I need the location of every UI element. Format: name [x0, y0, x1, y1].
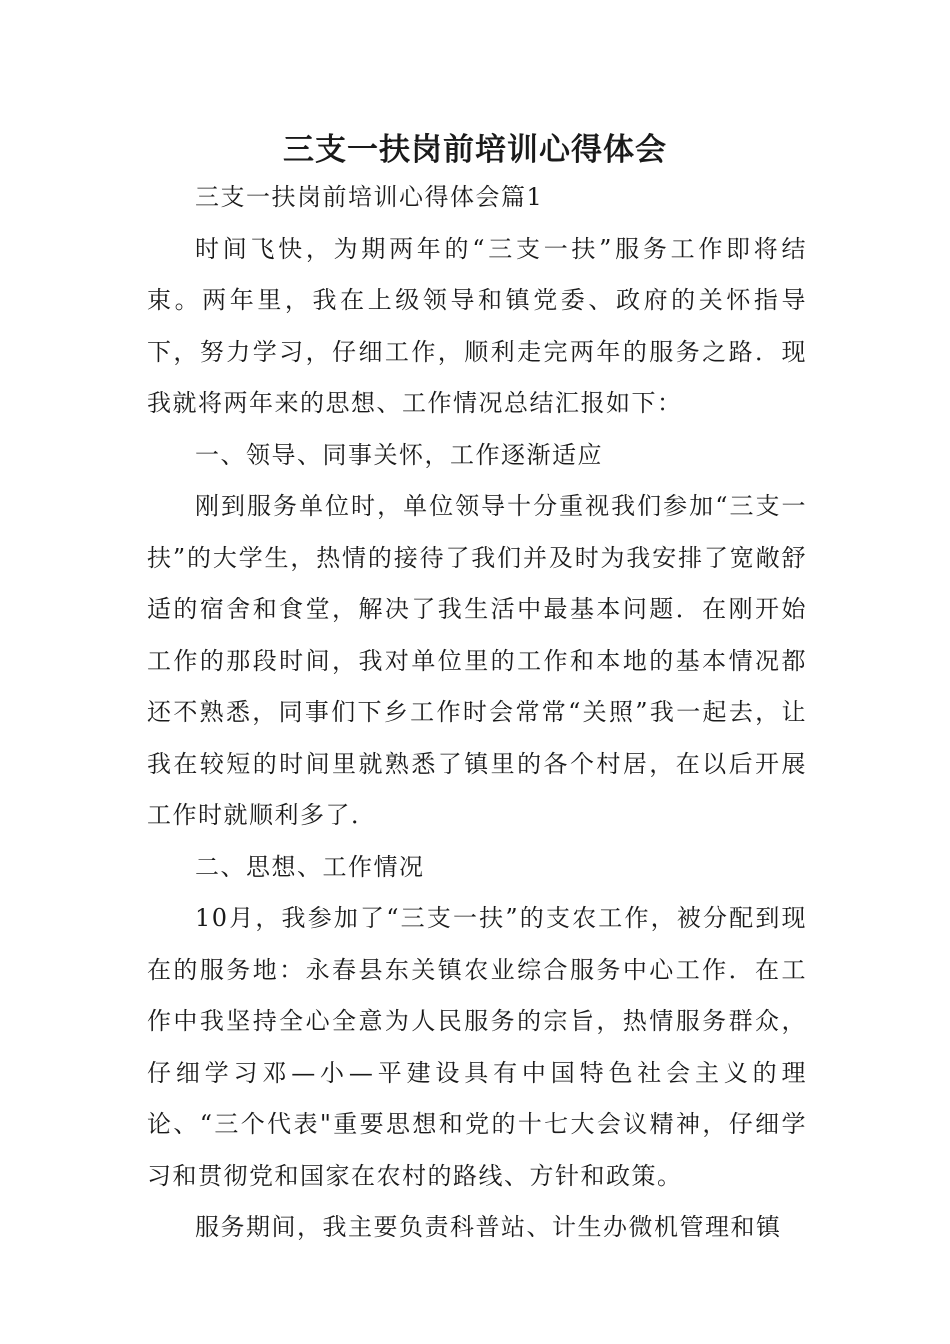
subheading: 二、思想、工作情况: [195, 852, 425, 881]
subheading: 一、领导、同事关怀，工作逐渐适应: [195, 440, 603, 469]
paragraph: 服务期间，我主要负责科普站、计生办微机管理和镇: [195, 1213, 782, 1241]
document-body: [147, 172, 807, 1254]
document-title: 三支一扶岗前培训心得体会: [283, 132, 667, 168]
section-heading: 三支一扶岗前培训心得体会篇1: [195, 183, 544, 211]
paragraph: 时间飞快，为期两年的“三支一扶”服务工作即将结束。两年里，我在上级领导和镇党委、政府的关怀指导下，努力学习，仔细工作，顺利走完两年的服务之路．现我就将两年来的思想、工作情况总结汇报如下：: [147, 234, 807, 417]
paragraph: 刚到服务单位时，单位领导十分重视我们参加“三支一扶”的大学生，热情的接待了我们并及时为我安排了宽敞舒适的宿舍和食堂，解决了我生活中最基本问题．在刚开始工作的那段时间，我对单位里的工作和本地的基本情况都还不熟悉，同事们下乡工作时会常常“关照”我一起去，让我在较短的时间里就熟悉了镇里的各个村居，在以后开展工作时就顺利多了．: [147, 492, 807, 829]
paragraph: 10月，我参加了“三支一扶”的支农工作，被分配到现在的服务地：永春县东关镇农业综合服务中心工作．在工作中我坚持全心全意为人民服务的宗旨，热情服务群众，仔细学习邓—小—平建设具有中国特色社会主义的理论、“三个代表"重要思想和党的十七大会议精神，仔细学习和贯彻党和国家在农村的路线、方针和政策。: [147, 904, 807, 1190]
